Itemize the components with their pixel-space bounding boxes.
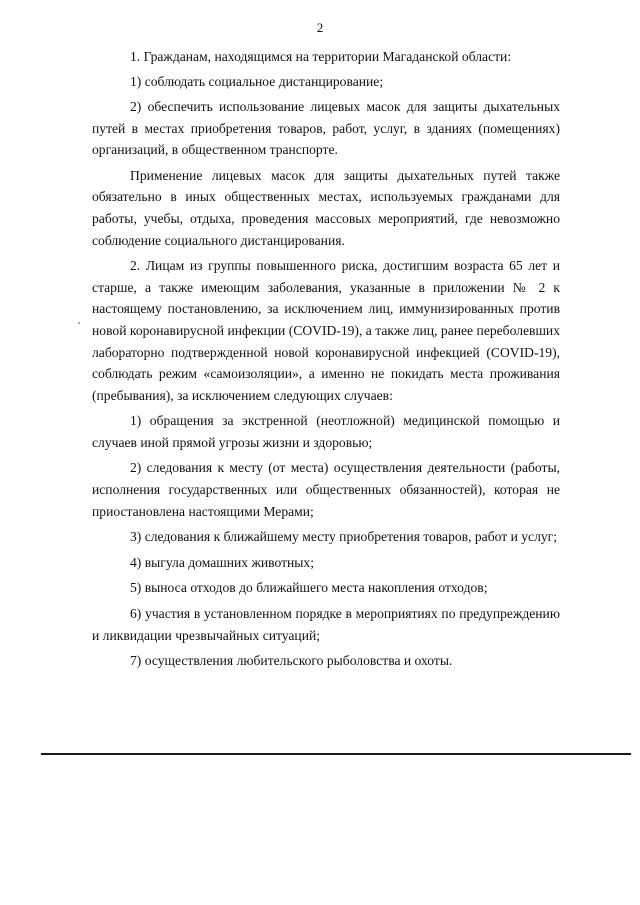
- paragraph-exception-waste: 5) выноса отходов до ближайшего места накопления отходов;: [130, 580, 488, 596]
- paragraph-exception-work: 2) следования к месту (от места) осуществления деятельности (работы, исполнения государственных или общественных обязанностей), которая не приостановлена настоящими Мерами;: [92, 460, 560, 519]
- scan-dot: [78, 322, 80, 324]
- paragraph-exception-shopping: 3) следования к ближайшему месту приобретения товаров, работ и услуг;: [130, 529, 558, 545]
- page-number: 2: [316, 20, 324, 35]
- paragraph-exception-emergency: 6) участия в установленном порядке в мероприятиях по предупреждению и ликвидации чрезвычайных ситуаций;: [92, 606, 560, 643]
- footer-rule: [41, 753, 631, 755]
- paragraph-high-risk-group: 2. Лицам из группы повышенного риска, достигшим возраста 65 лет и старше, а также имеющим заболевания, указанные в приложении № 2 к настоящему постановлению, за исключением лиц, иммунизированных против новой коронавирусной инфекции (COVID-19), а также лиц, ранее переболевших лабораторно подтвержденной новой коронавирусной инфекцией (COVID-19), соблюдать режим «самоизоляции», а именно не покидать места проживания (пребывания), за исключением следующих случаев:: [92, 258, 560, 403]
- paragraph-face-masks: 2) обеспечить использование лицевых масок для защиты дыхательных путей в местах приобретения товаров, работ, услуг, в зданиях (помещениях) организаций, в общественном транспорте.: [92, 98, 560, 158]
- paragraph-exception-pets: 4) выгула домашних животных;: [130, 554, 315, 570]
- paragraph-citizens-intro: 1. Гражданам, находящимся на территории Магаданской области:: [130, 49, 512, 64]
- document-body: [92, 46, 560, 676]
- paragraph-masks-public-places: Применение лицевых масок для защиты дыхательных путей также обязательно в иных общественных местах, используемых гражданами для работы, учебы, отдыха, проведения массовых мероприятий, где невозможно соблюдение социального дистанцирования.: [92, 167, 560, 248]
- paragraph-exception-medical: 1) обращения за экстренной (неотложной) медицинской помощью и случаев иной прямой угрозы жизни и здоровью;: [92, 413, 560, 450]
- paragraph-exception-fishing-hunting: 7) осуществления любительского рыболовства и охоты.: [130, 653, 453, 669]
- paragraph-social-distancing: 1) соблюдать социальное дистанцирование;: [130, 73, 384, 89]
